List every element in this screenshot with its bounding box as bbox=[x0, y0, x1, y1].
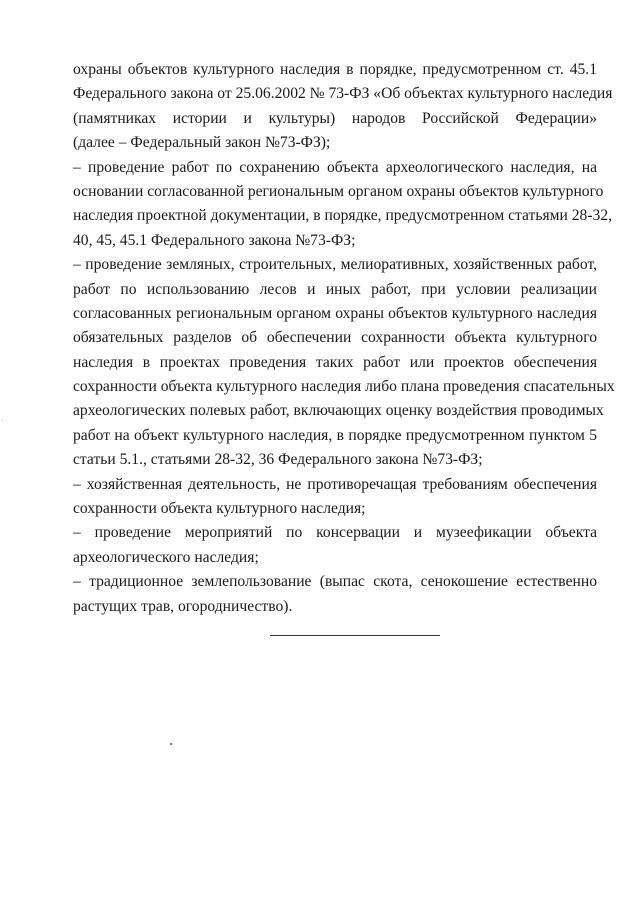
text-line: археологических полевых работ, включающих оценку воздействия проводимых bbox=[73, 402, 604, 420]
text-line: работ по использованию лесов и иных работ, при условии реализации bbox=[73, 280, 597, 298]
document-body bbox=[73, 58, 615, 619]
text-line: сохранности объекта культурного наследия; bbox=[73, 500, 366, 518]
text-line: – традиционное землепользование (выпас скота, сенокошение естественно bbox=[73, 573, 597, 591]
scan-speck bbox=[2, 420, 3, 421]
text-line: статьи 5.1., статьями 28-32, 36 Федерального закона №73-ФЗ; bbox=[73, 451, 483, 469]
text-line: 40, 45, 45.1 Федерального закона №73-ФЗ; bbox=[73, 231, 356, 249]
text-line: охраны объектов культурного наследия в порядке, предусмотренном ст. 45.1 bbox=[73, 61, 597, 78]
text-line: обязательных разделов об обеспечении сохранности объекта культурного bbox=[73, 329, 597, 347]
text-line: – проведение мероприятий по консервации и музеефикации объекта bbox=[73, 524, 597, 542]
text-line: наследия проектной документации, в порядке, предусмотренном статьями 28-32, bbox=[73, 207, 613, 225]
text-line: – проведение работ по сохранению объекта археологического наследия, на bbox=[73, 158, 597, 176]
text-line: наследия в проектах проведения таких работ или проектов обеспечения bbox=[73, 353, 597, 371]
text-line: Федерального закона от 25.06.2002 № 73-ФЗ «Об объектах культурного наследия bbox=[73, 85, 613, 103]
text-line: (далее – Федеральный закон №73-ФЗ); bbox=[73, 134, 331, 152]
text-line: согласованных региональным органом охраны объектов культурного наследия bbox=[73, 304, 597, 322]
text-line: (памятниках истории и культуры) народов Российской Федерации» bbox=[73, 109, 597, 127]
text-line: основании согласованной региональным органом охраны объектов культурного bbox=[73, 182, 604, 200]
text-line: – проведение земляных, строительных, мелиоративных, хозяйственных работ, bbox=[73, 256, 597, 274]
text-line: сохранности объекта культурного наследия либо плана проведения спасательных bbox=[73, 378, 615, 396]
text-line: растущих трав, огородничество). bbox=[73, 597, 293, 615]
text-line: археологического наследия; bbox=[73, 548, 259, 566]
scan-speck bbox=[170, 743, 172, 745]
end-separator-line bbox=[270, 635, 440, 636]
text-line: работ на объект культурного наследия, в порядке предусмотренном пунктом 5 bbox=[73, 426, 597, 444]
text-line: – хозяйственная деятельность, не противоречащая требованиям обеспечения bbox=[73, 475, 597, 493]
